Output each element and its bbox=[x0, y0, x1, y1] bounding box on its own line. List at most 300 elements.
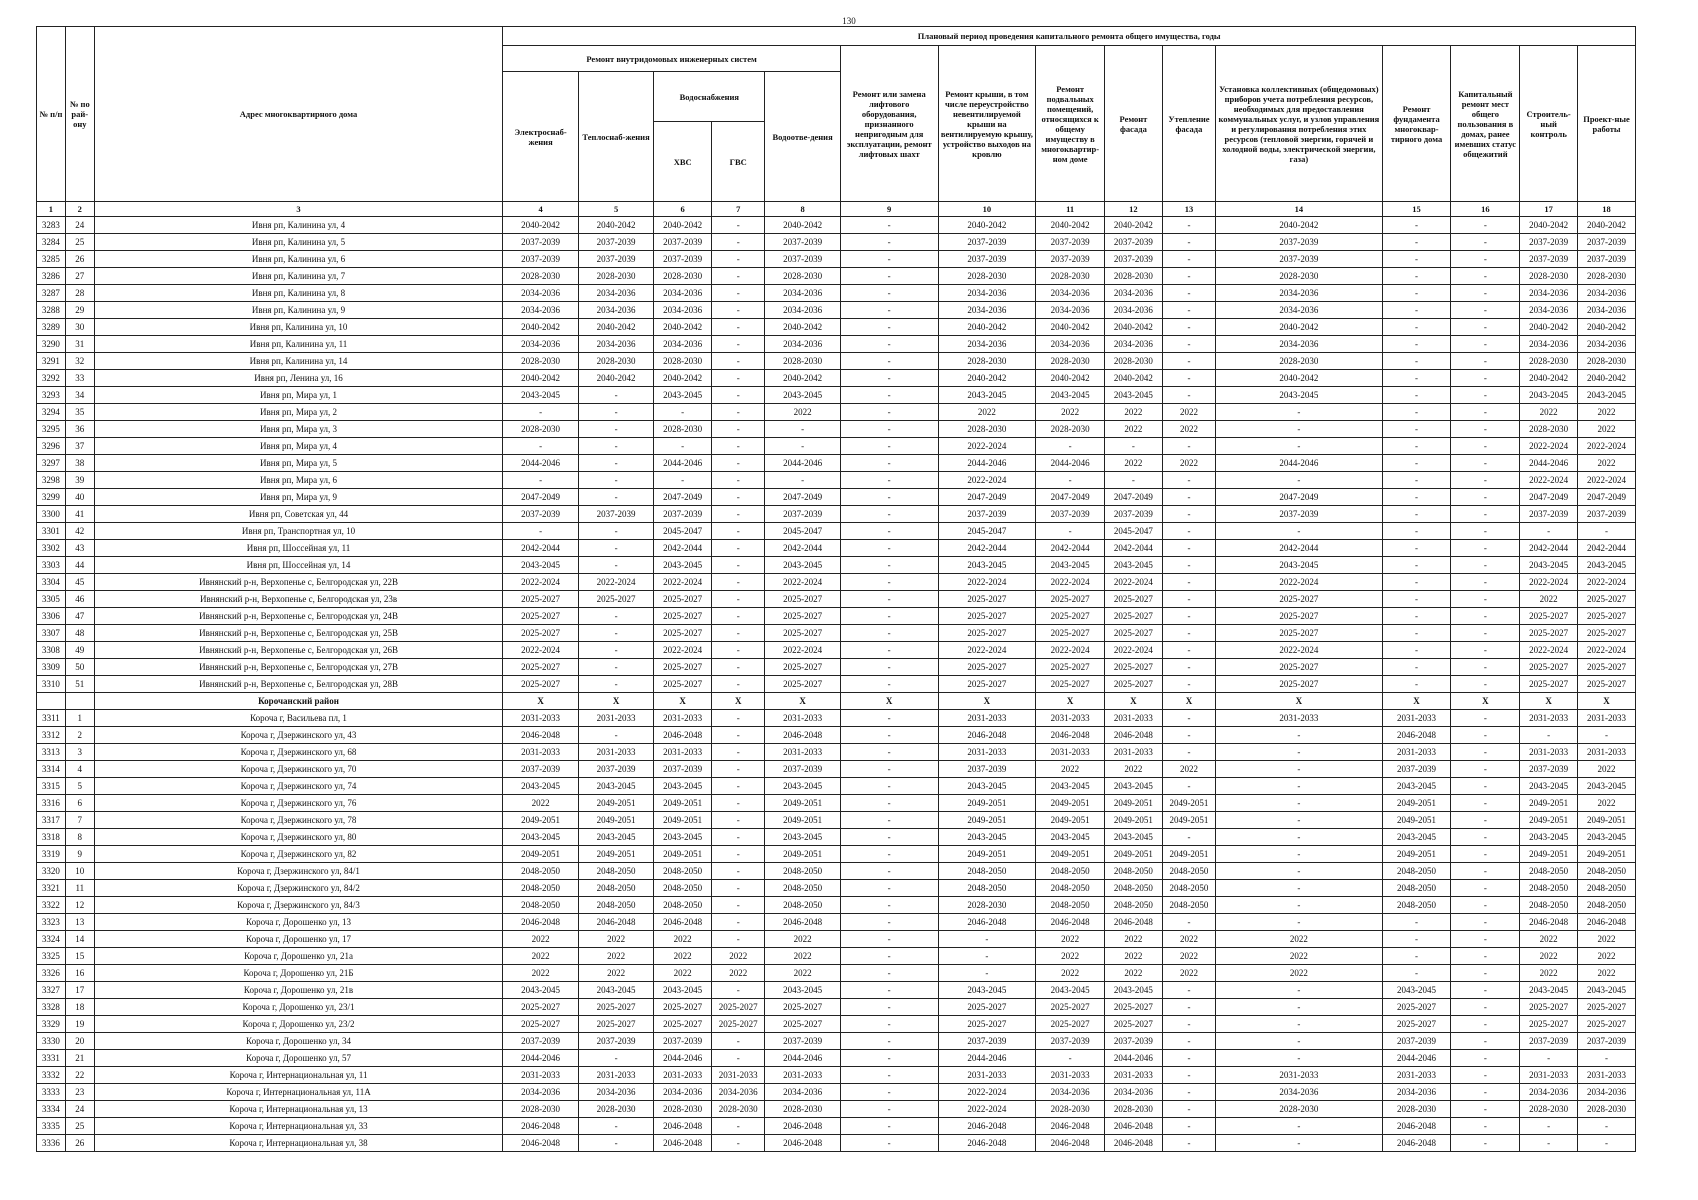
period-cell: 2048-2050 bbox=[1578, 897, 1636, 914]
period-cell: 2022 bbox=[1162, 455, 1215, 472]
period-cell: 2028-2030 bbox=[1216, 268, 1383, 285]
period-cell: 2022 bbox=[765, 948, 841, 965]
period-cell: 2047-2049 bbox=[1578, 489, 1636, 506]
district-row-number: 1 bbox=[65, 710, 94, 727]
period-cell: - bbox=[1162, 234, 1215, 251]
period-cell: - bbox=[712, 234, 765, 251]
period-cell: 2025-2027 bbox=[765, 999, 841, 1016]
period-cell: 2022 bbox=[654, 931, 712, 948]
period-cell: - bbox=[840, 778, 938, 795]
period-cell: - bbox=[1451, 608, 1520, 625]
period-cell: - bbox=[712, 421, 765, 438]
period-cell: 2022 bbox=[1105, 948, 1163, 965]
period-cell: - bbox=[1382, 948, 1451, 965]
period-cell: 2031-2033 bbox=[1036, 710, 1105, 727]
period-cell: - bbox=[1520, 727, 1578, 744]
period-cell: - bbox=[1216, 472, 1383, 489]
table-row bbox=[37, 863, 1636, 880]
period-cell: 2037-2039 bbox=[938, 506, 1036, 523]
column-number: 9 bbox=[840, 202, 938, 217]
section-mark: X bbox=[1036, 693, 1105, 710]
period-cell: 2034-2036 bbox=[1520, 336, 1578, 353]
period-cell: - bbox=[1451, 795, 1520, 812]
col-header-control: Строитель-ный контроль bbox=[1520, 46, 1578, 202]
period-cell: 2037-2039 bbox=[938, 234, 1036, 251]
period-cell: - bbox=[712, 1050, 765, 1067]
period-cell: 2040-2042 bbox=[654, 217, 712, 234]
period-cell: 2040-2042 bbox=[1578, 217, 1636, 234]
column-number: 17 bbox=[1520, 202, 1578, 217]
row-number: 3291 bbox=[37, 353, 66, 370]
district-row-number: 21 bbox=[65, 1050, 94, 1067]
period-cell: 2046-2048 bbox=[938, 727, 1036, 744]
period-cell: - bbox=[1451, 319, 1520, 336]
period-cell: 2043-2045 bbox=[765, 778, 841, 795]
period-cell: - bbox=[840, 438, 938, 455]
period-cell: 2037-2039 bbox=[1105, 506, 1163, 523]
address-cell: Короча г, Дорошенко ул, 23/2 bbox=[94, 1016, 503, 1033]
col-header-roof: Ремонт крыши, в том числе переустройство невентилируемой крыши на вентилируемую крышу, устройство выходов на кровлю bbox=[938, 46, 1036, 202]
period-cell: - bbox=[840, 455, 938, 472]
period-cell: 2049-2051 bbox=[1105, 846, 1163, 863]
period-cell: 2034-2036 bbox=[765, 336, 841, 353]
table-row bbox=[37, 676, 1636, 693]
period-cell: - bbox=[1451, 931, 1520, 948]
period-cell: 2040-2042 bbox=[1105, 217, 1163, 234]
period-cell: 2022-2024 bbox=[765, 642, 841, 659]
period-cell: 2048-2050 bbox=[1162, 863, 1215, 880]
period-cell: 2034-2036 bbox=[654, 1084, 712, 1101]
period-cell: - bbox=[712, 897, 765, 914]
row-number: 3333 bbox=[37, 1084, 66, 1101]
period-cell: 2037-2039 bbox=[654, 251, 712, 268]
period-cell: 2028-2030 bbox=[1036, 353, 1105, 370]
period-cell: 2044-2046 bbox=[938, 455, 1036, 472]
period-cell: - bbox=[578, 608, 654, 625]
period-cell: 2040-2042 bbox=[654, 370, 712, 387]
district-row-number: 33 bbox=[65, 370, 94, 387]
period-cell: - bbox=[1451, 251, 1520, 268]
period-cell: - bbox=[1578, 1135, 1636, 1152]
period-cell: 2025-2027 bbox=[654, 999, 712, 1016]
period-cell: 2048-2050 bbox=[938, 863, 1036, 880]
table-body-korocha bbox=[37, 710, 1636, 1152]
period-cell: - bbox=[1451, 268, 1520, 285]
row-number: 3308 bbox=[37, 642, 66, 659]
period-cell: 2048-2050 bbox=[938, 880, 1036, 897]
period-cell: 2025-2027 bbox=[1520, 625, 1578, 642]
period-cell: 2022 bbox=[578, 948, 654, 965]
period-cell: 2034-2036 bbox=[1578, 302, 1636, 319]
period-cell: 2025-2027 bbox=[1105, 659, 1163, 676]
period-cell: 2022 bbox=[503, 795, 579, 812]
table-row bbox=[37, 523, 1636, 540]
period-cell: 2025-2027 bbox=[938, 659, 1036, 676]
row-number: 3328 bbox=[37, 999, 66, 1016]
period-cell: - bbox=[1162, 982, 1215, 999]
district-row-number: 29 bbox=[65, 302, 94, 319]
period-cell: 2022 bbox=[503, 931, 579, 948]
period-cell: 2037-2039 bbox=[1216, 234, 1383, 251]
period-cell: - bbox=[712, 778, 765, 795]
period-cell: - bbox=[1451, 387, 1520, 404]
period-cell: - bbox=[1451, 863, 1520, 880]
period-cell: - bbox=[578, 523, 654, 540]
period-cell: 2044-2046 bbox=[1216, 455, 1383, 472]
period-cell: 2048-2050 bbox=[1520, 880, 1578, 897]
address-cell: Ивня рп, Калинина ул, 14 bbox=[94, 353, 503, 370]
period-cell: - bbox=[1216, 999, 1383, 1016]
period-cell: 2048-2050 bbox=[1162, 880, 1215, 897]
period-cell: 2043-2045 bbox=[1520, 557, 1578, 574]
period-cell: 2022 bbox=[1036, 404, 1105, 421]
period-cell: 2025-2027 bbox=[1105, 591, 1163, 608]
period-cell: 2034-2036 bbox=[1216, 302, 1383, 319]
period-cell: 2046-2048 bbox=[1105, 727, 1163, 744]
table-row bbox=[37, 727, 1636, 744]
district-row-number: 15 bbox=[65, 948, 94, 965]
period-cell: 2034-2036 bbox=[654, 336, 712, 353]
period-cell: - bbox=[1520, 1118, 1578, 1135]
row-number: 3294 bbox=[37, 404, 66, 421]
period-cell: - bbox=[1162, 1084, 1215, 1101]
row-number: 3322 bbox=[37, 897, 66, 914]
period-cell: - bbox=[712, 1118, 765, 1135]
period-cell: - bbox=[1162, 472, 1215, 489]
period-cell: 2037-2039 bbox=[578, 234, 654, 251]
period-cell: 2022 bbox=[1036, 931, 1105, 948]
period-cell: - bbox=[1382, 217, 1451, 234]
period-cell: 2049-2051 bbox=[938, 812, 1036, 829]
period-cell: - bbox=[1451, 914, 1520, 931]
period-cell: - bbox=[712, 319, 765, 336]
section-cell-empty bbox=[65, 693, 94, 710]
period-cell: 2048-2050 bbox=[654, 863, 712, 880]
address-cell: Короча г, Интернациональная ул, 38 bbox=[94, 1135, 503, 1152]
period-cell: - bbox=[1216, 727, 1383, 744]
period-cell: 2031-2033 bbox=[1105, 1067, 1163, 1084]
period-cell: 2025-2027 bbox=[578, 1016, 654, 1033]
period-cell: 2034-2036 bbox=[1382, 1084, 1451, 1101]
period-cell: - bbox=[1451, 557, 1520, 574]
period-cell: 2031-2033 bbox=[503, 744, 579, 761]
col-header-period: Плановый период проведения капитального ремонта общего имущества, годы bbox=[503, 27, 1636, 46]
address-cell: Короча г, Дзержинского ул, 82 bbox=[94, 846, 503, 863]
period-cell: 2037-2039 bbox=[1105, 251, 1163, 268]
period-cell: 2043-2045 bbox=[765, 387, 841, 404]
column-number: 16 bbox=[1451, 202, 1520, 217]
column-number: 5 bbox=[578, 202, 654, 217]
period-cell: - bbox=[1162, 1033, 1215, 1050]
period-cell: 2043-2045 bbox=[938, 387, 1036, 404]
district-row-number: 26 bbox=[65, 1135, 94, 1152]
period-cell: - bbox=[1382, 302, 1451, 319]
district-row-number: 17 bbox=[65, 982, 94, 999]
period-cell: - bbox=[840, 710, 938, 727]
district-row-number: 46 bbox=[65, 591, 94, 608]
period-cell: 2034-2036 bbox=[1105, 336, 1163, 353]
col-header-foundation: Ремонт фундамента многоквар-тирного дома bbox=[1382, 46, 1451, 202]
period-cell: 2025-2027 bbox=[1520, 999, 1578, 1016]
period-cell: - bbox=[712, 676, 765, 693]
col-header-basement: Ремонт подвальных помещений, относящихся к общему имуществу в многоквартир-ном доме bbox=[1036, 46, 1105, 202]
district-row-number: 27 bbox=[65, 268, 94, 285]
address-cell: Короча г, Дорошенко ул, 21Б bbox=[94, 965, 503, 982]
period-cell: 2048-2050 bbox=[654, 897, 712, 914]
period-cell: 2025-2027 bbox=[1036, 591, 1105, 608]
address-cell: Ивня рп, Шоссейная ул, 14 bbox=[94, 557, 503, 574]
section-mark: X bbox=[938, 693, 1036, 710]
period-cell: - bbox=[1451, 1050, 1520, 1067]
period-cell: 2025-2027 bbox=[654, 676, 712, 693]
period-cell: 2031-2033 bbox=[654, 710, 712, 727]
period-cell: 2034-2036 bbox=[654, 285, 712, 302]
district-row-number: 49 bbox=[65, 642, 94, 659]
section-mark: X bbox=[1451, 693, 1520, 710]
period-cell: - bbox=[1162, 1118, 1215, 1135]
period-cell: - bbox=[840, 1101, 938, 1118]
period-cell: 2028-2030 bbox=[503, 268, 579, 285]
col-header-insulation: Утепление фасада bbox=[1162, 46, 1215, 202]
period-cell: 2040-2042 bbox=[578, 319, 654, 336]
period-cell: - bbox=[840, 761, 938, 778]
section-mark: X bbox=[654, 693, 712, 710]
period-cell: - bbox=[1451, 676, 1520, 693]
address-cell: Ивня рп, Мира ул, 5 bbox=[94, 455, 503, 472]
period-cell: - bbox=[840, 676, 938, 693]
period-cell: - bbox=[1162, 710, 1215, 727]
period-cell: 2040-2042 bbox=[503, 370, 579, 387]
period-cell: - bbox=[840, 1118, 938, 1135]
period-cell: 2022-2024 bbox=[578, 574, 654, 591]
column-number: 7 bbox=[712, 202, 765, 217]
period-cell: 2043-2045 bbox=[1520, 829, 1578, 846]
col-header-electro: Электроснаб-жения bbox=[503, 72, 579, 202]
district-row-number: 5 bbox=[65, 778, 94, 795]
row-number: 3286 bbox=[37, 268, 66, 285]
period-cell: - bbox=[1162, 523, 1215, 540]
period-cell: 2037-2039 bbox=[503, 234, 579, 251]
period-cell: 2049-2051 bbox=[1520, 812, 1578, 829]
period-cell: - bbox=[840, 1067, 938, 1084]
period-cell: 2022 bbox=[654, 965, 712, 982]
period-cell: 2046-2048 bbox=[765, 914, 841, 931]
section-mark: X bbox=[840, 693, 938, 710]
period-cell: - bbox=[1451, 353, 1520, 370]
address-cell: Ивня рп, Мира ул, 2 bbox=[94, 404, 503, 421]
period-cell: 2043-2045 bbox=[654, 557, 712, 574]
period-cell: - bbox=[1451, 285, 1520, 302]
period-cell: 2049-2051 bbox=[1036, 795, 1105, 812]
address-cell: Короча г, Дорошенко ул, 34 bbox=[94, 1033, 503, 1050]
period-cell: - bbox=[578, 540, 654, 557]
period-cell: 2034-2036 bbox=[765, 285, 841, 302]
period-cell: 2022-2024 bbox=[938, 1101, 1036, 1118]
period-cell: 2049-2051 bbox=[765, 846, 841, 863]
period-cell: 2022 bbox=[1162, 404, 1215, 421]
district-row-number: 38 bbox=[65, 455, 94, 472]
district-row-number: 20 bbox=[65, 1033, 94, 1050]
period-cell: 2037-2039 bbox=[654, 1033, 712, 1050]
period-cell: 2049-2051 bbox=[765, 812, 841, 829]
period-cell: 2034-2036 bbox=[1105, 1084, 1163, 1101]
period-cell: - bbox=[840, 421, 938, 438]
period-cell: - bbox=[1162, 676, 1215, 693]
period-cell: - bbox=[1382, 234, 1451, 251]
district-row-number: 47 bbox=[65, 608, 94, 625]
row-number: 3298 bbox=[37, 472, 66, 489]
col-header-gvs: ГВС bbox=[712, 122, 765, 202]
table-row bbox=[37, 1135, 1636, 1152]
period-cell: 2046-2048 bbox=[765, 1118, 841, 1135]
period-cell: - bbox=[1216, 1050, 1383, 1067]
period-cell: - bbox=[840, 965, 938, 982]
district-row-number: 16 bbox=[65, 965, 94, 982]
district-row-number: 42 bbox=[65, 523, 94, 540]
period-cell: 2022 bbox=[1520, 404, 1578, 421]
section-mark: X bbox=[578, 693, 654, 710]
district-row-number: 45 bbox=[65, 574, 94, 591]
row-number: 3303 bbox=[37, 557, 66, 574]
period-cell: - bbox=[1162, 1016, 1215, 1033]
period-cell: - bbox=[1451, 506, 1520, 523]
district-row-number: 25 bbox=[65, 234, 94, 251]
period-cell: 2045-2047 bbox=[654, 523, 712, 540]
period-cell: - bbox=[1382, 336, 1451, 353]
period-cell: - bbox=[1382, 455, 1451, 472]
period-cell: 2025-2027 bbox=[1520, 1016, 1578, 1033]
period-cell: 2043-2045 bbox=[1382, 829, 1451, 846]
address-cell: Короча г, Дорошенко ул, 13 bbox=[94, 914, 503, 931]
period-cell: - bbox=[840, 523, 938, 540]
section-mark: X bbox=[1382, 693, 1451, 710]
period-cell: 2049-2051 bbox=[1105, 812, 1163, 829]
period-cell: 2037-2039 bbox=[1105, 234, 1163, 251]
row-number: 3311 bbox=[37, 710, 66, 727]
period-cell: 2037-2039 bbox=[503, 506, 579, 523]
district-row-number: 24 bbox=[65, 217, 94, 234]
period-cell: 2031-2033 bbox=[578, 744, 654, 761]
section-mark: X bbox=[1578, 693, 1636, 710]
row-number: 3309 bbox=[37, 659, 66, 676]
period-cell: - bbox=[712, 642, 765, 659]
period-cell: - bbox=[938, 931, 1036, 948]
section-cell-empty bbox=[37, 693, 66, 710]
period-cell: 2048-2050 bbox=[1382, 897, 1451, 914]
period-cell: 2022-2024 bbox=[938, 574, 1036, 591]
period-cell: 2025-2027 bbox=[654, 625, 712, 642]
period-cell: 2048-2050 bbox=[503, 897, 579, 914]
period-cell: 2022 bbox=[1216, 965, 1383, 982]
district-row-number: 8 bbox=[65, 829, 94, 846]
table-row bbox=[37, 455, 1636, 472]
period-cell: 2034-2036 bbox=[578, 285, 654, 302]
period-cell: 2037-2039 bbox=[578, 506, 654, 523]
period-cell: - bbox=[712, 846, 765, 863]
period-cell: 2022 bbox=[1520, 931, 1578, 948]
table-row bbox=[37, 302, 1636, 319]
district-row-number: 51 bbox=[65, 676, 94, 693]
period-cell: 2048-2050 bbox=[1520, 863, 1578, 880]
period-cell: 2042-2044 bbox=[1036, 540, 1105, 557]
row-number: 3334 bbox=[37, 1101, 66, 1118]
period-cell: 2031-2033 bbox=[1105, 710, 1163, 727]
address-cell: Короча г, Дорошенко ул, 57 bbox=[94, 1050, 503, 1067]
period-cell: 2037-2039 bbox=[938, 761, 1036, 778]
period-cell: 2025-2027 bbox=[1216, 608, 1383, 625]
period-cell: 2025-2027 bbox=[1578, 591, 1636, 608]
district-row-number: 48 bbox=[65, 625, 94, 642]
period-cell: 2031-2033 bbox=[1578, 1067, 1636, 1084]
period-cell: - bbox=[1162, 744, 1215, 761]
period-cell: - bbox=[578, 676, 654, 693]
period-cell: 2034-2036 bbox=[765, 302, 841, 319]
address-cell: Короча г, Интернациональная ул, 13 bbox=[94, 1101, 503, 1118]
period-cell: 2025-2027 bbox=[1105, 676, 1163, 693]
period-cell: 2043-2045 bbox=[1520, 982, 1578, 999]
period-cell: 2022 bbox=[654, 948, 712, 965]
period-cell: - bbox=[654, 472, 712, 489]
period-cell: - bbox=[712, 455, 765, 472]
period-cell: 2022-2024 bbox=[1578, 642, 1636, 659]
period-cell: - bbox=[1451, 965, 1520, 982]
period-cell: 2031-2033 bbox=[712, 1067, 765, 1084]
period-cell: 2022 bbox=[1036, 948, 1105, 965]
period-cell: 2040-2042 bbox=[578, 370, 654, 387]
period-cell: - bbox=[1216, 982, 1383, 999]
period-cell: 2043-2045 bbox=[1578, 387, 1636, 404]
row-number: 3307 bbox=[37, 625, 66, 642]
period-cell: - bbox=[840, 846, 938, 863]
period-cell: 2049-2051 bbox=[654, 795, 712, 812]
period-cell: - bbox=[938, 965, 1036, 982]
period-cell: 2022 bbox=[1105, 761, 1163, 778]
period-cell: 2031-2033 bbox=[938, 1067, 1036, 1084]
district-row-number: 14 bbox=[65, 931, 94, 948]
period-cell: 2046-2048 bbox=[654, 1135, 712, 1152]
period-cell: 2044-2046 bbox=[503, 1050, 579, 1067]
column-number: 1 bbox=[37, 202, 66, 217]
section-row bbox=[37, 693, 1636, 710]
period-cell: - bbox=[1578, 1118, 1636, 1135]
column-number: 12 bbox=[1105, 202, 1163, 217]
period-cell: - bbox=[578, 489, 654, 506]
period-cell: 2048-2050 bbox=[578, 897, 654, 914]
period-cell: - bbox=[712, 829, 765, 846]
period-cell: 2040-2042 bbox=[503, 319, 579, 336]
period-cell: - bbox=[840, 404, 938, 421]
period-cell: - bbox=[840, 914, 938, 931]
table-row bbox=[37, 421, 1636, 438]
period-cell: - bbox=[578, 659, 654, 676]
period-cell: 2040-2042 bbox=[765, 319, 841, 336]
period-cell: 2028-2030 bbox=[1105, 268, 1163, 285]
period-cell: 2028-2030 bbox=[1520, 421, 1578, 438]
period-cell: - bbox=[1382, 540, 1451, 557]
address-cell: Ивня рп, Мира ул, 6 bbox=[94, 472, 503, 489]
district-row-number: 7 bbox=[65, 812, 94, 829]
period-cell: 2022-2024 bbox=[1520, 574, 1578, 591]
row-number: 3329 bbox=[37, 1016, 66, 1033]
period-cell: 2043-2045 bbox=[1520, 778, 1578, 795]
period-cell: - bbox=[840, 829, 938, 846]
period-cell: 2025-2027 bbox=[503, 1016, 579, 1033]
period-cell: 2044-2046 bbox=[503, 455, 579, 472]
address-cell: Короча г, Дзержинского ул, 84/3 bbox=[94, 897, 503, 914]
period-cell: 2037-2039 bbox=[1520, 761, 1578, 778]
period-cell: - bbox=[1162, 999, 1215, 1016]
district-row-number: 28 bbox=[65, 285, 94, 302]
